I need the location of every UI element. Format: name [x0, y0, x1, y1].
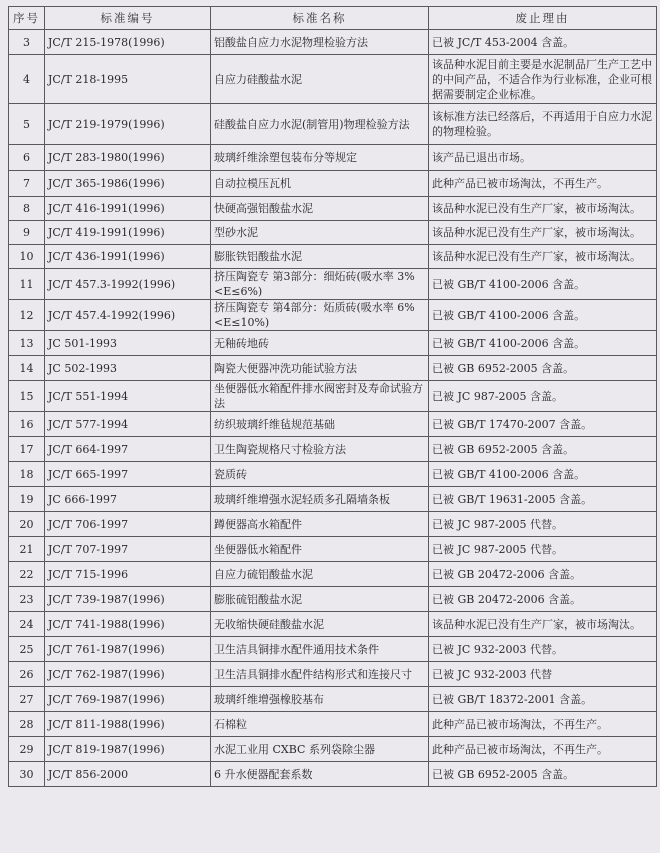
cell-code: JC/T 436-1991(1996)	[45, 245, 211, 269]
cell-reason: 已被 GB 6952-2005 含盖。	[429, 762, 657, 787]
cell-code: JC/T 577-1994	[45, 412, 211, 437]
cell-reason: 已被 GB/T 18372-2001 含盖。	[429, 687, 657, 712]
table-row	[9, 331, 657, 356]
cell-name: 坐便器低水箱配件排水阀密封及寿命试验方法	[211, 381, 429, 412]
cell-name: 纺织玻璃纤维毡规范基础	[211, 412, 429, 437]
cell-code: JC/T 416-1991(1996)	[45, 197, 211, 221]
cell-name: 膨胀硫铝酸盐水泥	[211, 587, 429, 612]
cell-no: 17	[9, 437, 45, 462]
cell-reason: 该品种水泥已没有生产厂家，被市场淘汰。	[429, 197, 657, 221]
cell-no: 24	[9, 612, 45, 637]
cell-no: 9	[9, 221, 45, 245]
cell-reason: 此种产品已被市场淘汰，不再生产。	[429, 171, 657, 197]
cell-name: 自应力硫铝酸盐水泥	[211, 562, 429, 587]
cell-no: 10	[9, 245, 45, 269]
header-code: 标准编号	[45, 7, 211, 30]
cell-no: 11	[9, 269, 45, 300]
table-row	[9, 537, 657, 562]
cell-reason: 已被 GB/T 4100-2006 含盖。	[429, 462, 657, 487]
cell-no: 28	[9, 712, 45, 737]
cell-code: JC/T 219-1979(1996)	[45, 104, 211, 145]
cell-no: 16	[9, 412, 45, 437]
cell-no: 22	[9, 562, 45, 587]
cell-reason: 已被 GB/T 4100-2006 含盖。	[429, 300, 657, 331]
cell-reason: 已被 GB 6952-2005 含盖。	[429, 437, 657, 462]
cell-reason: 此种产品已被市场淘汰，不再生产。	[429, 737, 657, 762]
cell-name: 卫生陶瓷规格尺寸检验方法	[211, 437, 429, 462]
cell-no: 7	[9, 171, 45, 197]
cell-name: 铝酸盐自应力水泥物理检验方法	[211, 30, 429, 55]
cell-name: 自应力硅酸盐水泥	[211, 55, 429, 104]
table-row	[9, 356, 657, 381]
cell-code: JC/T 457.4-1992(1996)	[45, 300, 211, 331]
table-row	[9, 662, 657, 687]
cell-no: 4	[9, 55, 45, 104]
table-row	[9, 612, 657, 637]
cell-no: 6	[9, 145, 45, 171]
cell-name: 型砂水泥	[211, 221, 429, 245]
cell-reason: 已被 GB 20472-2006 含盖。	[429, 562, 657, 587]
cell-no: 29	[9, 737, 45, 762]
table-row	[9, 687, 657, 712]
cell-no: 14	[9, 356, 45, 381]
cell-name: 快硬高强铝酸盐水泥	[211, 197, 429, 221]
table-row	[9, 412, 657, 437]
cell-no: 30	[9, 762, 45, 787]
cell-no: 12	[9, 300, 45, 331]
cell-no: 23	[9, 587, 45, 612]
cell-code: JC/T 457.3-1992(1996)	[45, 269, 211, 300]
cell-code: JC/T 707-1997	[45, 537, 211, 562]
cell-reason: 已被 GB/T 19631-2005 含盖。	[429, 487, 657, 512]
cell-reason: 该品种水泥已没有生产厂家，被市场淘汰。	[429, 612, 657, 637]
cell-reason: 该品种水泥已没有生产厂家，被市场淘汰。	[429, 245, 657, 269]
cell-name: 挤压陶瓷专 第4部分：炻质砖(吸水率 6%<E≤10%)	[211, 300, 429, 331]
table-row	[9, 437, 657, 462]
cell-code: JC/T 283-1980(1996)	[45, 145, 211, 171]
header-reason: 废止理由	[429, 7, 657, 30]
table-row	[9, 197, 657, 221]
cell-code: JC/T 706-1997	[45, 512, 211, 537]
cell-code: JC/T 811-1988(1996)	[45, 712, 211, 737]
cell-reason: 该标准方法已经落后，不再适用于自应力水泥的物理检验。	[429, 104, 657, 145]
cell-reason: 该品种水泥已没有生产厂家，被市场淘汰。	[429, 221, 657, 245]
cell-name: 瓷质砖	[211, 462, 429, 487]
cell-code: JC/T 761-1987(1996)	[45, 637, 211, 662]
cell-no: 25	[9, 637, 45, 662]
cell-no: 15	[9, 381, 45, 412]
cell-code: JC/T 769-1987(1996)	[45, 687, 211, 712]
cell-name: 石棉粒	[211, 712, 429, 737]
table-row	[9, 300, 657, 331]
table-row	[9, 104, 657, 145]
cell-reason: 该产品已退出市场。	[429, 145, 657, 171]
table-row	[9, 462, 657, 487]
table-row	[9, 381, 657, 412]
cell-code: JC/T 215-1978(1996)	[45, 30, 211, 55]
cell-name: 自动拉模压瓦机	[211, 171, 429, 197]
cell-no: 13	[9, 331, 45, 356]
cell-name: 玻璃纤维增强橡胶基布	[211, 687, 429, 712]
table-row	[9, 562, 657, 587]
cell-no: 19	[9, 487, 45, 512]
table-row	[9, 245, 657, 269]
cell-name: 硅酸盐自应力水泥(制管用)物理检验方法	[211, 104, 429, 145]
cell-no: 8	[9, 197, 45, 221]
cell-reason: 已被 GB/T 4100-2006 含盖。	[429, 269, 657, 300]
cell-name: 陶瓷大便器冲洗功能试验方法	[211, 356, 429, 381]
cell-name: 坐便器低水箱配件	[211, 537, 429, 562]
cell-code: JC/T 741-1988(1996)	[45, 612, 211, 637]
cell-code: JC/T 419-1991(1996)	[45, 221, 211, 245]
cell-reason: 已被 GB 6952-2005 含盖。	[429, 356, 657, 381]
cell-reason: 该品种水泥目前主要是水泥制品厂生产工艺中的中间产品，不适合作为行业标准，企业可根据需要制定企业标准。	[429, 55, 657, 104]
cell-code: JC 501-1993	[45, 331, 211, 356]
table-row	[9, 737, 657, 762]
header-no: 序号	[9, 7, 45, 30]
cell-reason: 已被 JC 932-2003 代替	[429, 662, 657, 687]
cell-name: 水泥工业用 CXBC 系列袋除尘器	[211, 737, 429, 762]
table-row	[9, 712, 657, 737]
cell-name: 玻璃纤维涂塑包装布分等规定	[211, 145, 429, 171]
cell-no: 3	[9, 30, 45, 55]
cell-reason: 已被 GB/T 17470-2007 含盖。	[429, 412, 657, 437]
cell-code: JC/T 365-1986(1996)	[45, 171, 211, 197]
cell-name: 卫生洁具铜排水配件通用技术条件	[211, 637, 429, 662]
table-row	[9, 762, 657, 787]
cell-code: JC 666-1997	[45, 487, 211, 512]
cell-reason: 已被 GB 20472-2006 含盖。	[429, 587, 657, 612]
cell-reason: 已被 JC 932-2003 代替。	[429, 637, 657, 662]
cell-code: JC/T 762-1987(1996)	[45, 662, 211, 687]
table-row	[9, 145, 657, 171]
cell-no: 5	[9, 104, 45, 145]
cell-code: JC/T 664-1997	[45, 437, 211, 462]
cell-reason: 已被 GB/T 4100-2006 含盖。	[429, 331, 657, 356]
cell-reason: 此种产品已被市场淘汰，不再生产。	[429, 712, 657, 737]
cell-code: JC/T 739-1987(1996)	[45, 587, 211, 612]
cell-name: 膨胀铁铝酸盐水泥	[211, 245, 429, 269]
cell-name: 无收缩快硬硅酸盐水泥	[211, 612, 429, 637]
cell-reason: 已被 JC 987-2005 含盖。	[429, 381, 657, 412]
table-row	[9, 487, 657, 512]
cell-name: 卫生洁具铜排水配件结构形式和连接尺寸	[211, 662, 429, 687]
table-row	[9, 221, 657, 245]
table-row	[9, 637, 657, 662]
cell-no: 26	[9, 662, 45, 687]
cell-name: 蹲便器高水箱配件	[211, 512, 429, 537]
abolished-standards-table	[8, 6, 657, 787]
table-row	[9, 55, 657, 104]
cell-name: 6 升水便器配套系数	[211, 762, 429, 787]
cell-no: 20	[9, 512, 45, 537]
cell-reason: 已被 JC 987-2005 代替。	[429, 512, 657, 537]
table-header-row	[9, 7, 657, 30]
cell-no: 18	[9, 462, 45, 487]
cell-name: 挤压陶瓷专 第3部分：细炻砖(吸水率 3%<E≤6%)	[211, 269, 429, 300]
table-row	[9, 512, 657, 537]
table-row	[9, 587, 657, 612]
cell-name: 无釉砖地砖	[211, 331, 429, 356]
cell-reason: 已被 JC/T 453-2004 含盖。	[429, 30, 657, 55]
header-name: 标准名称	[211, 7, 429, 30]
cell-code: JC/T 551-1994	[45, 381, 211, 412]
cell-name: 玻璃纤维增强水泥轻质多孔隔墙条板	[211, 487, 429, 512]
cell-reason: 已被 JC 987-2005 代替。	[429, 537, 657, 562]
table-row	[9, 30, 657, 55]
cell-code: JC/T 218-1995	[45, 55, 211, 104]
cell-no: 27	[9, 687, 45, 712]
cell-code: JC 502-1993	[45, 356, 211, 381]
cell-code: JC/T 856-2000	[45, 762, 211, 787]
cell-code: JC/T 665-1997	[45, 462, 211, 487]
table-row	[9, 171, 657, 197]
cell-code: JC/T 819-1987(1996)	[45, 737, 211, 762]
cell-no: 21	[9, 537, 45, 562]
cell-code: JC/T 715-1996	[45, 562, 211, 587]
table-row	[9, 269, 657, 300]
